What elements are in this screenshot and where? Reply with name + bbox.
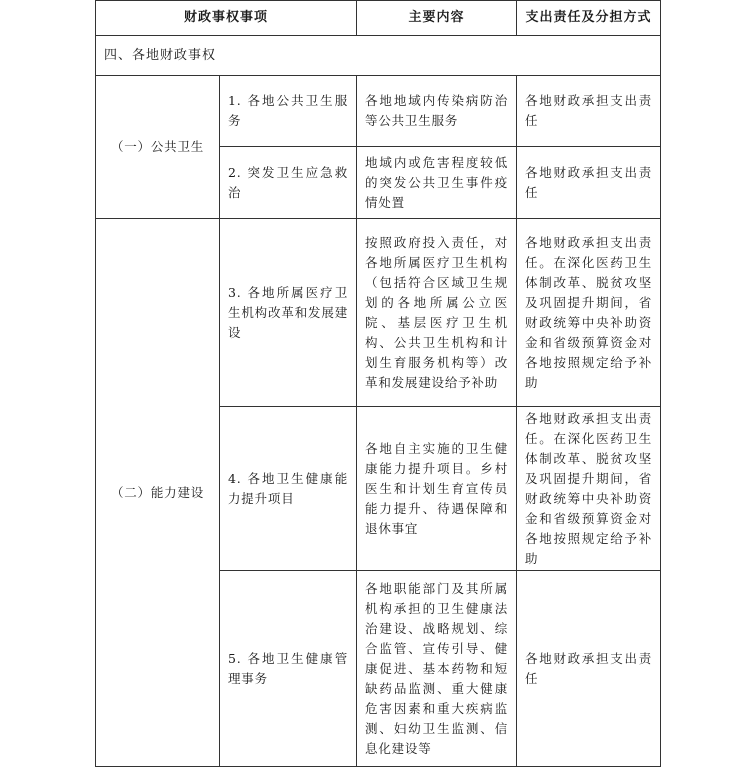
table-row bbox=[96, 76, 661, 147]
responsibility-cell: 各地财政承担支出责任。在深化医药卫生体制改革、脱贫攻坚及巩固提升期间，省财政统筹中央补助资金和省级预算资金对各地按照规定给予补助 bbox=[517, 219, 661, 407]
content-cell: 各地地域内传染病防治等公共卫生服务 bbox=[357, 76, 517, 147]
header-responsibility: 支出责任及分担方式 bbox=[517, 1, 661, 36]
fiscal-authority-table bbox=[95, 0, 661, 767]
item-cell: 4. 各地卫生健康能力提升项目 bbox=[220, 407, 357, 571]
table-row bbox=[96, 219, 661, 407]
header-row bbox=[96, 1, 661, 36]
item-cell: 5. 各地卫生健康管理事务 bbox=[220, 571, 357, 767]
header-content: 主要内容 bbox=[357, 1, 517, 36]
item-cell: 3. 各地所属医疗卫生机构改革和发展建设 bbox=[220, 219, 357, 407]
section-row bbox=[96, 36, 661, 76]
content-cell: 各地职能部门及其所属机构承担的卫生健康法治建设、战略规划、综合监管、宣传引导、健康促进、基本药物和短缺药品监测、重大健康危害因素和重大疾病监测、妇幼卫生监测、信息化建设等 bbox=[357, 571, 517, 767]
item-cell: 2. 突发卫生应急救治 bbox=[220, 147, 357, 219]
content-cell: 按照政府投入责任，对各地所属医疗卫生机构（包括符合区域卫生规划的各地所属公立医院、基层医疗卫生机构、公共卫生机构和计划生育服务机构等）改革和发展建设给予补助 bbox=[357, 219, 517, 407]
responsibility-cell: 各地财政承担支出责任。在深化医药卫生体制改革、脱贫攻坚及巩固提升期间，省财政统筹中央补助资金和省级预算资金对各地按照规定给予补助 bbox=[517, 407, 661, 571]
header-item: 财政事权事项 bbox=[96, 1, 357, 36]
section-title: 四、各地财政事权 bbox=[96, 36, 661, 76]
responsibility-cell: 各地财政承担支出责任 bbox=[517, 147, 661, 219]
category-capacity-building: （二）能力建设 bbox=[96, 219, 220, 767]
category-public-health: （一）公共卫生 bbox=[96, 76, 220, 219]
content-cell: 各地自主实施的卫生健康能力提升项目。乡村医生和计划生育宣传员能力提升、待遇保障和退休事宜 bbox=[357, 407, 517, 571]
content-cell: 地域内或危害程度较低的突发公共卫生事件疫情处置 bbox=[357, 147, 517, 219]
item-cell: 1. 各地公共卫生服务 bbox=[220, 76, 357, 147]
responsibility-cell: 各地财政承担支出责任 bbox=[517, 76, 661, 147]
responsibility-cell: 各地财政承担支出责任 bbox=[517, 571, 661, 767]
